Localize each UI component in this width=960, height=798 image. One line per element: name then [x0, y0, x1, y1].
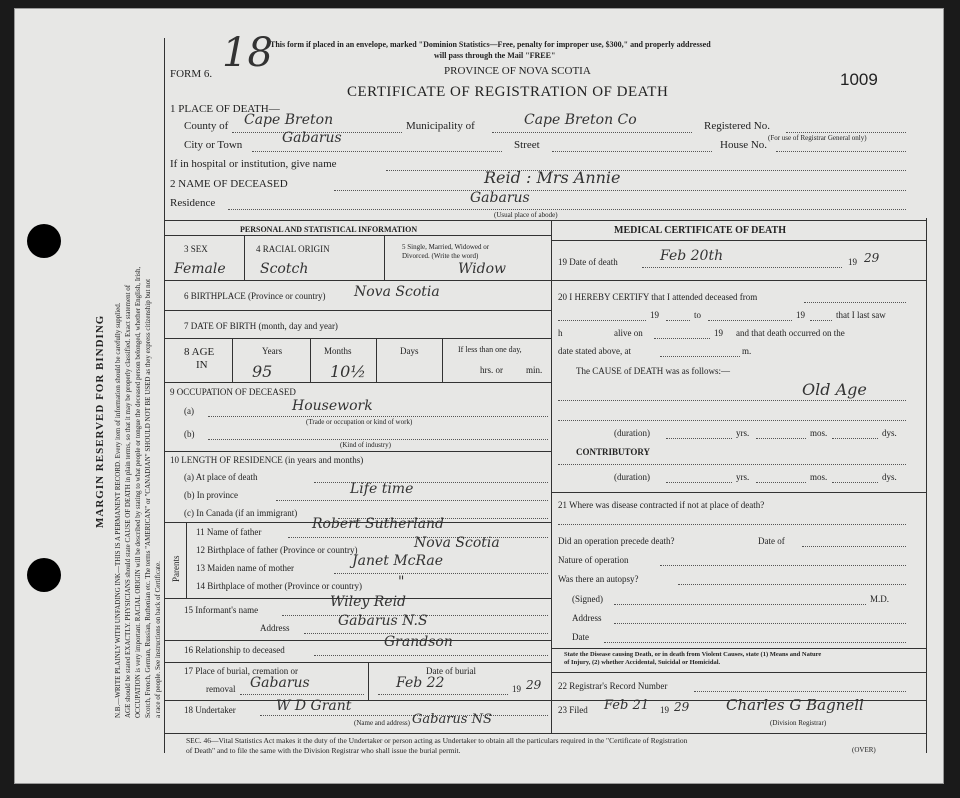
occupation-label: 9 OCCUPATION OF DECEASED [170, 387, 296, 397]
dys-label-2: dys. [882, 472, 897, 482]
binding-hole-top [27, 224, 61, 258]
binding-margin-label: MARGIN RESERVED FOR BINDING [94, 314, 106, 528]
death-year: 29 [864, 251, 880, 265]
city-label: City or Town [184, 139, 243, 151]
occupation-a-label: (a) [184, 406, 194, 416]
nature-label: Nature of operation [558, 555, 629, 565]
in-canada-label: (c) In Canada (if an immigrant) [184, 508, 298, 518]
months-label: Months [324, 346, 352, 356]
form-left-border [164, 38, 165, 753]
occupation-a-note: (Trade or occupation or kind of work) [306, 418, 413, 426]
mother-name: Janet McRae [352, 553, 444, 569]
division-registrar-note: (Division Registrar) [770, 719, 827, 727]
registered-no-label: Registered No. [704, 120, 770, 132]
where-contracted-label: 21 Where was disease contracted if not at place of death? [558, 500, 765, 510]
over-label: (OVER) [852, 746, 876, 754]
birthplace-value: Nova Scotia [354, 284, 440, 300]
marital-label-2: Divorced. (Write the word) [402, 252, 479, 260]
relationship-label: 16 Relationship to deceased [184, 645, 285, 655]
father-birthplace-label: 12 Birthplace of father (Province or country) [196, 545, 358, 555]
death-year-prefix: 19 [848, 257, 857, 267]
undertaker-name: W D Grant [276, 698, 352, 714]
residence-label: Residence [170, 197, 216, 209]
undertaker-label: 18 Undertaker [184, 705, 236, 715]
disease-note-2: of Injury, (2) whether Accidental, Suicidal or Homicidal. [564, 659, 721, 666]
date-stated-label: date stated above, at [558, 346, 631, 356]
to-label: to [694, 310, 702, 320]
footer-section-1: SEC. 46—Vital Statistics Act makes it the duty of the Undertaker or person acting as Undertaker to obtain all the particulars required in the "Certificate of Registration [186, 736, 688, 745]
county-label: County of [184, 120, 229, 132]
residence-length-label: 10 LENGTH OF RESIDENCE (in years and months) [170, 455, 364, 465]
filed-year: 29 [674, 700, 690, 714]
form-number: FORM 6. [170, 68, 213, 80]
dys-label-1: dys. [882, 428, 897, 438]
envelope-notice-1: This form if placed in an envelope, marked "Dominion Statistics—Free, penalty for improper use, $300," and properly addressed [270, 40, 711, 49]
informant-address-label: Address [260, 623, 290, 633]
race-label: 4 RACIAL ORIGIN [256, 244, 330, 254]
personal-heading: PERSONAL AND STATISTICAL INFORMATION [240, 225, 418, 234]
margin-instructions-5: a race of people. See instructions on back of Certificate. [154, 561, 162, 718]
binding-hole-bottom [27, 558, 61, 592]
informant-name: Wiley Reid [330, 594, 407, 610]
filed-year-prefix: 19 [660, 705, 669, 715]
death-date: Feb 20th [660, 248, 724, 264]
cert-year-a: 19 [650, 310, 659, 320]
medical-heading: MEDICAL CERTIFICATE OF DEATH [614, 225, 786, 236]
cert-year-c: 19 [714, 328, 723, 338]
column-divider [551, 220, 552, 733]
mother-label: 13 Maiden name of mother [196, 563, 294, 573]
margin-instructions-1: N.B.—WRITE PLAINLY WITH UNFADING INK—THIS IS A PERMANENT RECORD. Every item of information should be carefully supplied. [114, 302, 122, 718]
disease-note-1: State the Disease causing Death, or in death from Violent Causes, state (1) Means and Nature [564, 651, 822, 658]
certificate-title: CERTIFICATE OF REGISTRATION OF DEATH [347, 84, 669, 100]
marital-label-1: 5 Single, Married, Widowed or [402, 243, 490, 251]
burial-date: Feb 22 [396, 675, 445, 691]
undertaker-note: (Name and address) [354, 719, 410, 727]
residence-note: (Usual place of abode) [494, 211, 558, 219]
operation-label: Did an operation precede death? [558, 536, 675, 546]
years-label: Years [262, 346, 283, 356]
registrar-use-note: (For use of Registrar General only) [768, 134, 867, 142]
burial-date-label: Date of burial [426, 666, 476, 676]
cause-label: The CAUSE of DEATH was as follows:— [576, 366, 730, 376]
filed-label: 23 Filed [558, 705, 588, 715]
filed-date: Feb 21 [604, 698, 649, 713]
dob-label: 7 DATE OF BIRTH (month, day and year) [184, 321, 338, 331]
signed-label: (Signed) [572, 594, 603, 604]
mother-birthplace-label: 14 Birthplace of mother (Province or country) [196, 581, 362, 591]
certify-label: 20 I HEREBY CERTIFY that I attended deceased from [558, 292, 758, 302]
certificate-page [14, 8, 944, 784]
occupation-b-note: (Kind of industry) [340, 441, 391, 449]
yrs-label-1: yrs. [736, 428, 750, 438]
father-birthplace: Nova Scotia [414, 535, 500, 551]
duration-label-2: (duration) [614, 472, 650, 482]
cert-year-b: 19 [796, 310, 805, 320]
birthplace-label: 6 BIRTHPLACE (Province or country) [184, 291, 326, 301]
burial-year-prefix: 19 [512, 684, 521, 694]
death-date-label: 19 Date of death [558, 257, 618, 267]
registrar-signature: Charles G Bagnell [726, 696, 864, 714]
physician-date-label: Date [572, 632, 589, 642]
place-of-death-label: 1 PLACE OF DEATH— [170, 103, 280, 115]
min-label: min. [526, 365, 543, 375]
age-label-1: 8 AGE [184, 346, 215, 358]
m-label: m. [742, 346, 752, 356]
at-place-label: (a) At place of death [184, 472, 258, 482]
deceased-name-label: 2 NAME OF DECEASED [170, 178, 288, 190]
cause-of-death: Old Age [802, 380, 867, 399]
in-province-label: (b) In province [184, 490, 238, 500]
occupation-b-label: (b) [184, 429, 195, 439]
relationship-value: Grandson [384, 634, 453, 650]
father-name: Robert Sutherland [312, 516, 445, 532]
burial-place-label-2: removal [206, 684, 236, 694]
informant-label: 15 Informant's name [184, 605, 259, 615]
margin-instructions-2: AGE should be stated EXACTLY. PHYSICIANS should state CAUSE OF DEATH in plain terms, so that it may be properly classified. Exact statement of [124, 284, 132, 718]
certificate-number: 1009 [840, 70, 878, 89]
contributory-label: CONTRIBUTORY [576, 447, 651, 457]
table-bottom-border [164, 733, 927, 734]
mos-label-1: mos. [810, 428, 828, 438]
days-label: Days [400, 346, 419, 356]
father-label: 11 Name of father [196, 527, 262, 537]
sex-value: Female [174, 261, 226, 277]
age-years: 95 [252, 362, 273, 381]
burial-place: Gabarus [250, 675, 310, 691]
county-value: Cape Breton [244, 112, 334, 128]
undertaker-address: Gabarus NS [412, 712, 492, 727]
death-occurred-label: and that death occurred on the [736, 328, 845, 338]
autopsy-label: Was there an autopsy? [558, 574, 639, 584]
marital-value: Widow [458, 261, 506, 277]
physician-address-label: Address [572, 613, 602, 623]
footer-section-2: of Death" and to file the same with the Division Registrar who shall issue the burial permit. [186, 746, 461, 755]
mos-label-2: mos. [810, 472, 828, 482]
alive-on-label: alive on [614, 328, 643, 338]
mother-birthplace: " [398, 574, 405, 590]
house-no-label: House No. [720, 139, 768, 151]
h-label: h [558, 328, 563, 338]
municipality-label: Municipality of [406, 120, 475, 132]
street-label: Street [514, 139, 540, 151]
form-right-border [926, 218, 927, 753]
residence-value: Gabarus [470, 190, 530, 206]
deceased-name: Reid : Mrs Annie [484, 168, 621, 187]
yrs-label-2: yrs. [736, 472, 750, 482]
age-months: 10½ [330, 362, 366, 381]
last-saw-label: that I last saw [836, 310, 886, 320]
in-province-value: Life time [350, 481, 414, 497]
city-value: Gabarus [282, 130, 342, 146]
burial-year: 29 [526, 678, 542, 692]
margin-handwritten-number: 18 [222, 30, 273, 76]
md-label: M.D. [870, 594, 890, 604]
municipality-value: Cape Breton Co [524, 112, 637, 128]
margin-instructions-3: OCCUPATION is very important. RACIAL ORIGIN will be described by stating to what people or tongue the deceased person belonged, whether English, Irish, [134, 266, 142, 718]
duration-label-1: (duration) [614, 428, 650, 438]
province-heading: PROVINCE OF NOVA SCOTIA [444, 65, 591, 77]
parents-side-label: Parents [171, 555, 181, 582]
informant-address: Gabarus N.S [338, 613, 428, 629]
hospital-label: If in hospital or institution, give name [170, 158, 337, 170]
less-than-day-label: If less than one day, [458, 345, 522, 354]
occupation-a-value: Housework [292, 398, 373, 414]
race-value: Scotch [260, 261, 309, 277]
burial-place-label-1: 17 Place of burial, cremation or [184, 666, 298, 676]
hrs-label: hrs. or [480, 365, 503, 375]
age-label-2: IN [196, 359, 208, 371]
margin-instructions-4: Scotch, French, German, Russian, Ruthenian etc. The terms "AMERICAN" or "CANADIAN" SHOULD NOT BE USED as they express citizenship but not [144, 278, 152, 718]
date-of-label: Date of [758, 536, 785, 546]
envelope-notice-2: will pass through the Mail "FREE" [434, 51, 556, 60]
sex-label: 3 SEX [184, 244, 208, 254]
table-top-border [164, 220, 927, 221]
registrar-record-label: 22 Registrar's Record Number [558, 681, 668, 691]
